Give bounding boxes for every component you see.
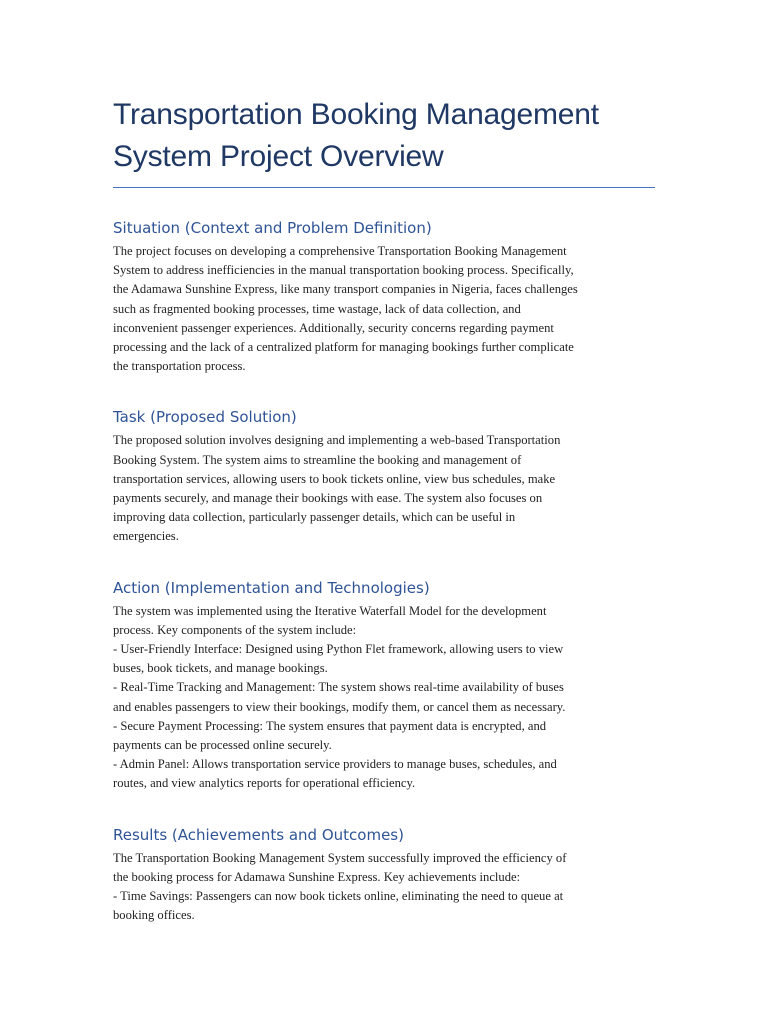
- document-title: Transportation Booking Management System Project Overview: [113, 98, 599, 173]
- document-page: [113, 94, 655, 925]
- section-body: The proposed solution involves designing and implementing a web-based Transportation Booking System. The system aims to streamline the booking and management of transportation services, allowing users to book tickets online, view bus schedules, make payments securely, and manage their bookings with ease. The system also focuses on improving data collection, particularly passenger details, which can be useful in emergencies.: [113, 433, 561, 544]
- section-situation: [113, 218, 655, 376]
- section-action: [113, 578, 655, 794]
- section-results: [113, 825, 655, 926]
- section-heading: Task (Proposed Solution): [113, 408, 297, 427]
- section-task: [113, 407, 655, 546]
- section-heading: Situation (Context and Problem Definition): [113, 219, 432, 237]
- title-divider: [113, 187, 655, 188]
- section-heading: Results (Achievements and Outcomes): [113, 825, 404, 844]
- section-body: The project focuses on developing a comprehensive Transportation Booking Management System to address inefficiencies in the manual transportation booking process. Specifically, the Adamawa Sunshine Express, like many transport companies in Nigeria, faces challenges such as fragmented booking processes, time wastage, lack of data collection, and inconvenient passenger experiences. Additionally, security concerns regarding payment processing and the lack of a centralized platform for managing bookings further complicate the transportation process.: [113, 244, 578, 374]
- section-body: The Transportation Booking Management System successfully improved the efficiency of the booking process for Adamawa Sunshine Express. Key achievements include: - Time Savings: Passengers can now book tickets online, eliminating the need to queue at booking offices.: [113, 850, 567, 923]
- section-body: The system was implemented using the Iterative Waterfall Model for the development process. Key components of the system include: - User-Friendly Interface: Designed using Python Flet framework, allowing users to view buses, book tickets, and manage bookings. - Real-Time Tracking and Management: The system shows real-time availability of buses and enables passengers to view their bookings, modify them, or cancel them as necessary. - Secure Payment Processing: The system ensures that payment data is encrypted, and payments can be processed online securely. - Admin Panel: Allows transportation service providers to manage buses, schedules, and routes, and view analytics reports for operational efficiency.: [113, 603, 566, 791]
- section-heading: Action (Implementation and Technologies): [113, 578, 430, 597]
